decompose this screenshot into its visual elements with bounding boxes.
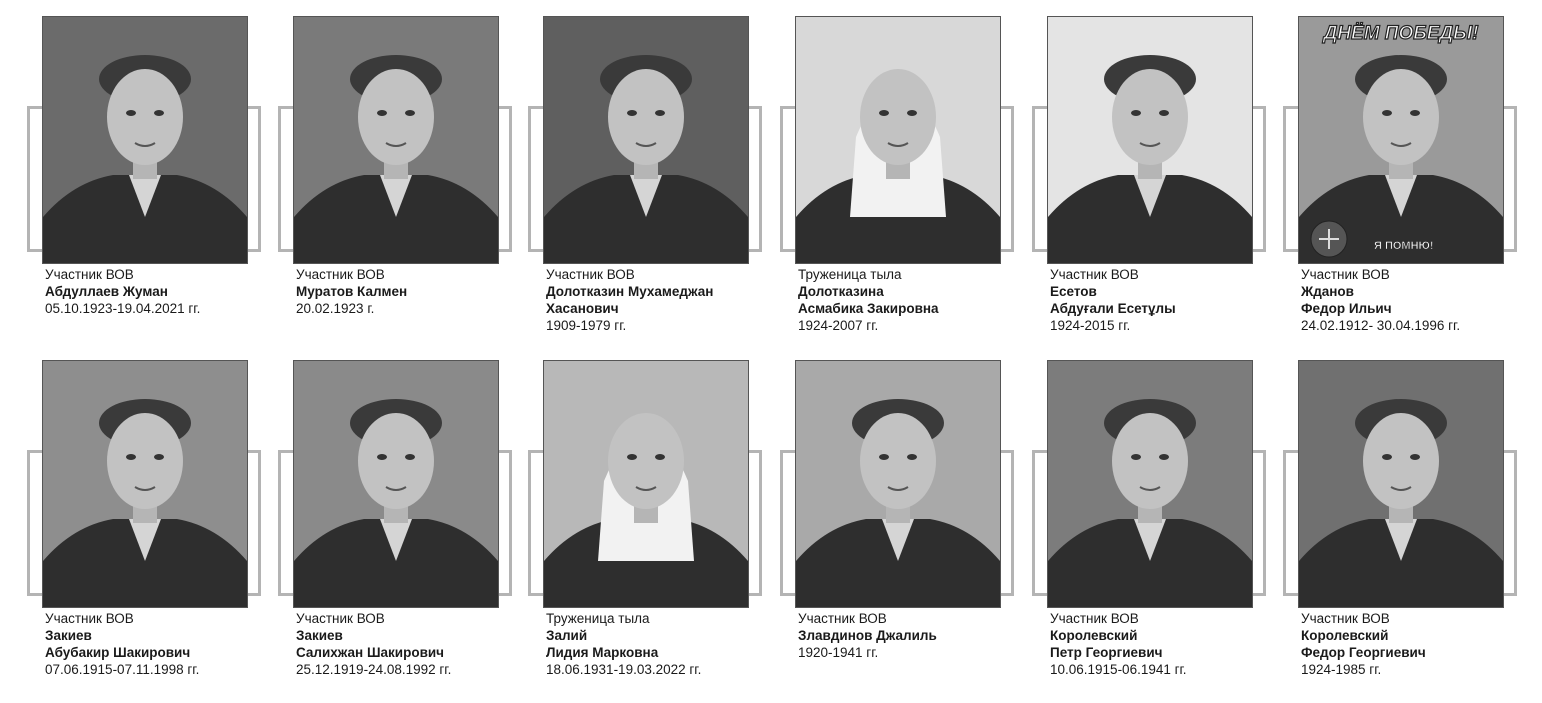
- portrait-icon: [43, 17, 247, 263]
- portrait-photo: [795, 16, 1001, 264]
- person-caption: [1050, 266, 1264, 334]
- person-role: Участник ВОВ: [798, 611, 887, 626]
- memorial-card: [27, 16, 259, 316]
- memorial-card: [278, 16, 510, 316]
- person-dates: 1920-1941 гг.: [798, 645, 879, 660]
- person-dates: 1924-2015 гг.: [1050, 318, 1131, 333]
- person-name-cont: Абубакир Шакирович: [45, 645, 191, 660]
- portrait-photo: [1047, 16, 1253, 264]
- memorial-card: [27, 360, 259, 677]
- person-name: Долотказин Мухамеджан: [546, 284, 714, 299]
- person-role: Участник ВОВ: [1301, 611, 1390, 626]
- portrait-icon: [1048, 17, 1252, 263]
- person-role: Труженица тыла: [798, 267, 902, 282]
- portrait-icon: [796, 17, 1000, 263]
- person-dates: 05.10.1923-19.04.2021 гг.: [45, 301, 201, 316]
- memorial-card: [780, 16, 1012, 333]
- portrait-icon: [1048, 361, 1252, 607]
- person-name: Абдуллаев Жуман: [45, 284, 168, 299]
- person-name-cont: Петр Георгиевич: [1050, 645, 1163, 660]
- portrait-photo: [42, 16, 248, 264]
- person-role: Участник ВОВ: [1050, 611, 1139, 626]
- portrait-photo: [1298, 16, 1504, 264]
- memorial-card: [1032, 360, 1264, 677]
- person-name-cont: Лидия Марковна: [546, 645, 659, 660]
- person-caption: [1301, 610, 1515, 678]
- person-name: Королевский: [1050, 628, 1138, 643]
- person-caption: [798, 266, 1012, 334]
- portrait-photo: [1047, 360, 1253, 608]
- person-role: Участник ВОВ: [45, 611, 134, 626]
- person-role: Участник ВОВ: [296, 267, 385, 282]
- person-name: Есетов: [1050, 284, 1097, 299]
- portrait-icon: [294, 361, 498, 607]
- person-dates: 25.12.1919-24.08.1992 гг.: [296, 662, 452, 677]
- badge-text: Я ПОМНЮ!: [1374, 240, 1434, 252]
- person-caption: [1050, 610, 1264, 678]
- portrait-icon: [43, 361, 247, 607]
- person-dates: 18.06.1931-19.03.2022 гг.: [546, 662, 702, 677]
- person-name-cont: Федор Ильич: [1301, 301, 1392, 316]
- person-name-cont: Федор Георгиевич: [1301, 645, 1426, 660]
- person-name: Королевский: [1301, 628, 1389, 643]
- person-caption: [296, 610, 510, 678]
- person-role: Участник ВОВ: [1301, 267, 1390, 282]
- person-name: Закиев: [296, 628, 343, 643]
- person-name: Злавдинов Джалиль: [798, 628, 937, 643]
- person-dates: 1924-1985 гг.: [1301, 662, 1382, 677]
- person-name-cont: Хасанович: [546, 301, 619, 316]
- portrait-icon: [544, 361, 748, 607]
- person-name-cont: Абдуғали Есетұлы: [1050, 301, 1176, 316]
- banner-text: ДНЁМ ПОБЕДЫ!: [1323, 23, 1479, 44]
- person-name: Муратов Калмен: [296, 284, 408, 299]
- portrait-photo: [42, 360, 248, 608]
- person-role: Участник ВОВ: [45, 267, 134, 282]
- person-name: Долотказина: [798, 284, 884, 299]
- person-dates: 10.06.1915-06.1941 гг.: [1050, 662, 1187, 677]
- person-name: Закиев: [45, 628, 92, 643]
- portrait-photo: [1298, 360, 1504, 608]
- person-dates: 1909-1979 гг.: [546, 318, 627, 333]
- person-caption: [45, 266, 259, 317]
- person-name: Залий: [546, 628, 588, 643]
- person-role: Участник ВОВ: [296, 611, 385, 626]
- person-name-cont: Салихжан Шакирович: [296, 645, 445, 660]
- portrait-photo: [543, 16, 749, 264]
- person-role: Участник ВОВ: [1050, 267, 1139, 282]
- portrait-photo: [293, 16, 499, 264]
- portrait-icon: [1299, 361, 1503, 607]
- person-caption: [296, 266, 510, 317]
- portrait-icon: [796, 361, 1000, 607]
- portrait-icon: [544, 17, 748, 263]
- person-role: Участник ВОВ: [546, 267, 635, 282]
- portrait-icon: [294, 17, 498, 263]
- person-caption: [546, 610, 760, 678]
- person-caption: [45, 610, 259, 678]
- person-role: Труженица тыла: [546, 611, 650, 626]
- memorial-card: [780, 360, 1012, 660]
- person-dates: 20.02.1923 г.: [296, 301, 375, 316]
- memorial-card: [1283, 360, 1515, 677]
- person-caption: [546, 266, 760, 334]
- person-dates: 1924-2007 гг.: [798, 318, 879, 333]
- memorial-card: [278, 360, 510, 677]
- person-caption: [798, 610, 1012, 661]
- memorial-card: [528, 360, 760, 677]
- portrait-photo: [543, 360, 749, 608]
- portrait-photo: [795, 360, 1001, 608]
- portrait-photo: [293, 360, 499, 608]
- memorial-card: [1032, 16, 1264, 333]
- person-dates: 07.06.1915-07.11.1998 гг.: [45, 662, 200, 677]
- memorial-card: [528, 16, 760, 333]
- person-dates: 24.02.1912- 30.04.1996 гг.: [1301, 318, 1461, 333]
- person-name: Жданов: [1301, 284, 1354, 299]
- person-caption: [1301, 266, 1515, 334]
- portrait-icon: [1299, 17, 1503, 263]
- memorial-card: [1283, 16, 1515, 333]
- person-name-cont: Асмабика Закировна: [798, 301, 939, 316]
